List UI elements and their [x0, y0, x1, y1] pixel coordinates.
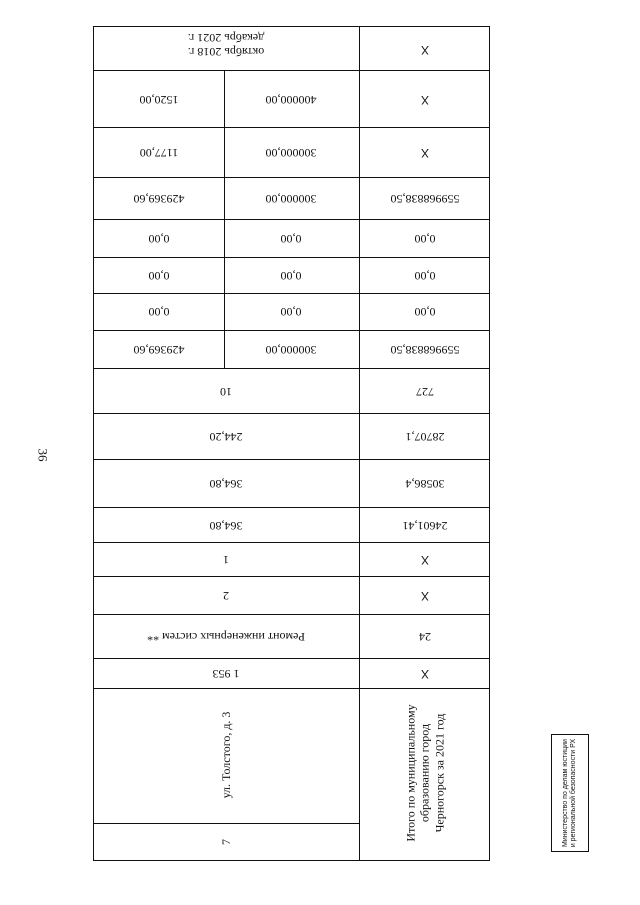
date-line-1: октябрь 2018 г.	[187, 44, 265, 59]
row-divider	[94, 257, 489, 258]
row-divider	[94, 542, 489, 543]
row-divider	[94, 70, 489, 71]
row-divider	[94, 368, 489, 369]
x-mark: X	[420, 552, 430, 567]
row-divider	[94, 459, 489, 460]
x-mark: X	[420, 588, 430, 603]
date-line-2: декабрь 2021 г.	[187, 31, 265, 45]
cell-value: 300000,00	[265, 342, 317, 357]
cell-value: 364,80	[209, 476, 243, 491]
cell-value: 0,00	[148, 304, 170, 319]
cell-value: 0,00	[280, 304, 302, 319]
row-divider	[94, 614, 489, 615]
cell-value: 0,00	[280, 268, 302, 283]
row-divider	[94, 688, 489, 689]
cell-value: 429369,60	[133, 191, 185, 206]
cell-value: 244,20	[209, 429, 243, 444]
row-divider	[94, 330, 489, 331]
cell-value: 0,00	[414, 268, 436, 283]
cell-value: 28707,1	[405, 429, 445, 444]
row-divider	[94, 658, 489, 659]
row-number-cell: 7	[218, 839, 233, 845]
cell-value: 5599688З8,50	[390, 342, 460, 357]
row-divider	[94, 293, 489, 294]
cell-value: 2	[223, 588, 229, 603]
cell-value: 1 953	[212, 666, 240, 681]
cell-value: 400000,00	[265, 92, 317, 107]
cell-value: 1177,00	[139, 145, 179, 160]
row-divider	[94, 413, 489, 414]
cell-value: 1520,00	[139, 92, 179, 107]
row-divider	[94, 823, 359, 824]
cell-value: 24601,41	[402, 518, 448, 533]
x-mark: X	[420, 145, 430, 160]
cell-value: 0,00	[414, 231, 436, 246]
cell-value: 0,00	[148, 268, 170, 283]
total-label-cell: Итого по муниципальному образованию город Черногорск за 2021 год	[403, 704, 447, 842]
cell-value: 24	[419, 629, 431, 644]
cell-value: 364,80	[209, 518, 243, 533]
date-range-cell	[188, 30, 265, 58]
cell-value: 727	[416, 384, 434, 399]
column-divider	[224, 177, 225, 368]
column-divider	[359, 27, 360, 860]
work-type-cell: Ремонт инженерных систем **	[147, 629, 305, 644]
row-divider	[94, 127, 489, 128]
x-mark: X	[420, 666, 430, 681]
row-divider	[94, 576, 489, 577]
row-divider	[94, 177, 489, 178]
x-mark: X	[420, 92, 430, 107]
cell-value: 10	[220, 384, 232, 399]
cell-value: 429369,60	[133, 342, 185, 357]
cell-value: 30586,4	[405, 476, 445, 491]
x-mark: X	[420, 42, 430, 57]
column-divider	[224, 70, 225, 177]
cell-value: 5599688З8,50	[390, 191, 460, 206]
cell-value: 0,00	[148, 231, 170, 246]
stamp-text: Министерство по делам юстиции и региональной безопасности РХ	[561, 738, 577, 848]
address-cell: ул. Толстого, д. 3	[218, 711, 233, 799]
cell-value: 0,00	[414, 304, 436, 319]
row-divider	[94, 507, 489, 508]
cell-value: 0,00	[280, 231, 302, 246]
cell-value: 300000,00	[265, 191, 317, 206]
cell-value: 300000,00	[265, 145, 317, 160]
ministry-stamp	[551, 734, 589, 852]
rotated-table	[93, 26, 490, 861]
cell-value: 1	[223, 552, 229, 567]
row-divider	[94, 219, 489, 220]
page-number: 36	[35, 448, 51, 462]
